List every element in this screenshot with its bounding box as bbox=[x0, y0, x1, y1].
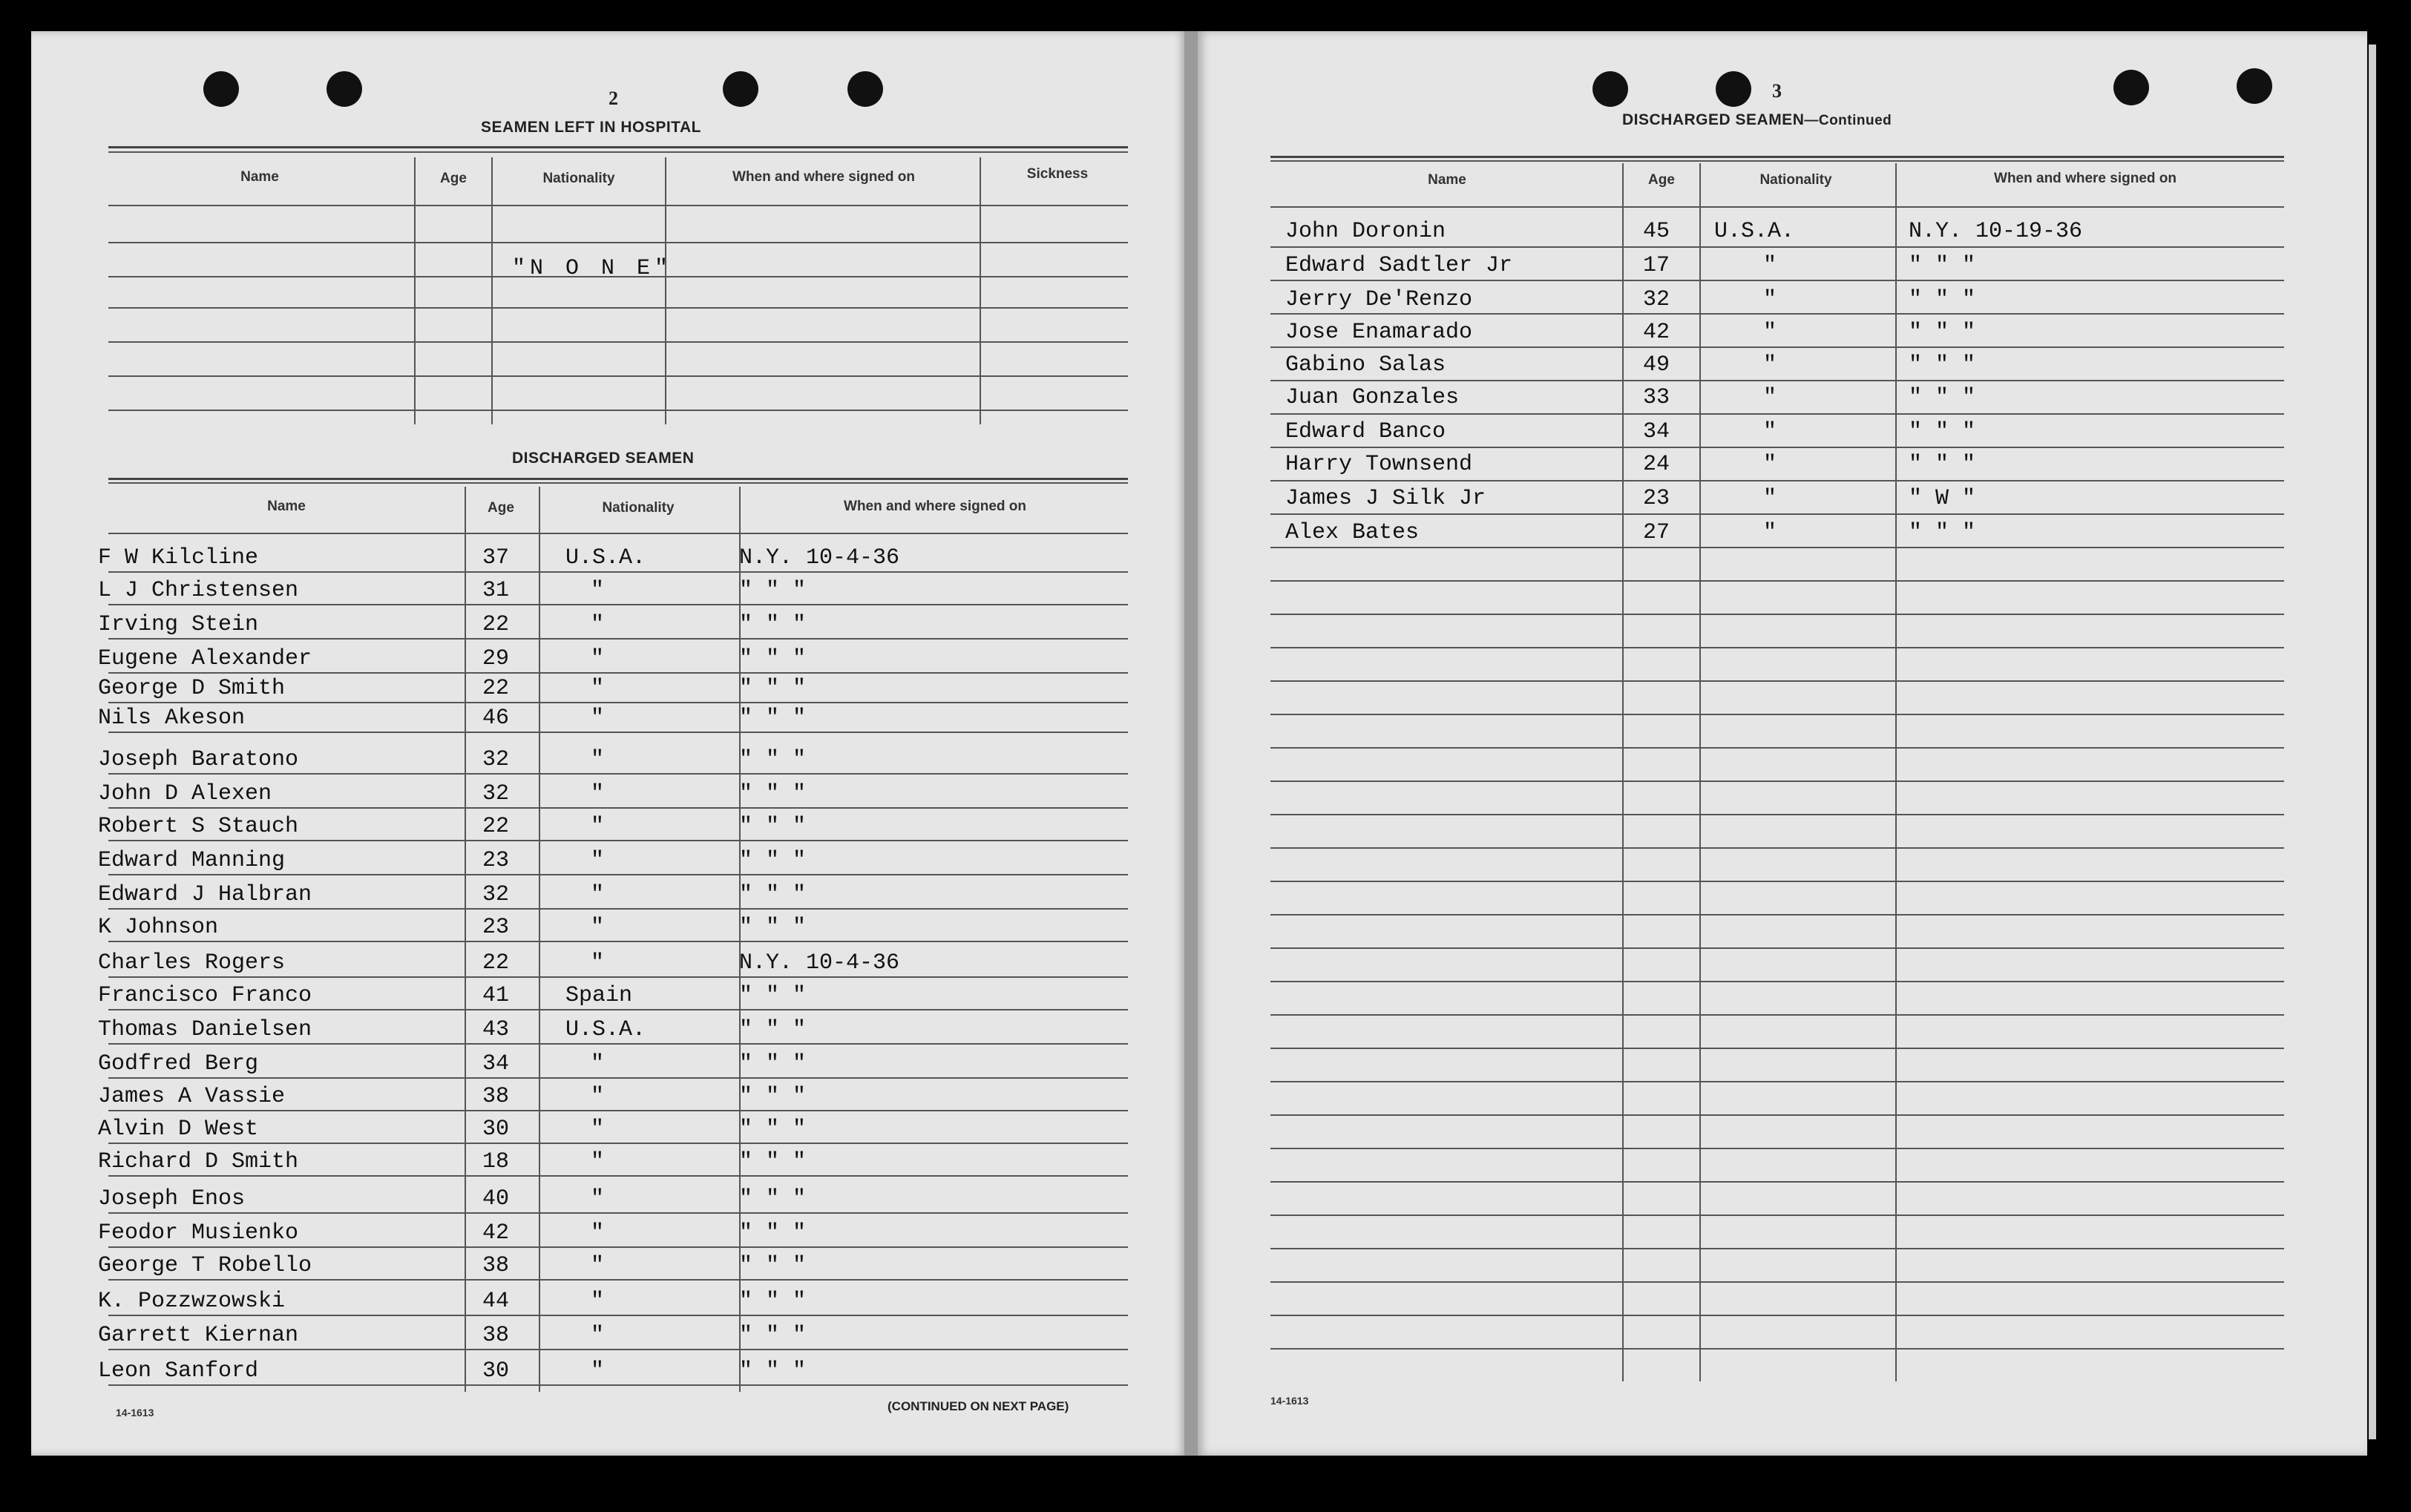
seaman-signed-on: " " " bbox=[739, 983, 807, 1008]
punch-hole bbox=[1716, 71, 1751, 107]
seaman-age: 46 bbox=[482, 706, 510, 731]
seaman-signed-on: " " " bbox=[1909, 320, 1976, 345]
seaman-signed-on: " " " bbox=[739, 1017, 807, 1042]
seaman-nationality: " bbox=[591, 1289, 605, 1314]
row-rule bbox=[1270, 1181, 2284, 1183]
seaman-signed-on: " " " bbox=[739, 848, 807, 873]
row-rule bbox=[1270, 313, 2284, 315]
seaman-name: Edward Sadtler Jr bbox=[1285, 253, 1513, 278]
punch-hole bbox=[2237, 68, 2272, 104]
seaman-signed-on: " " " bbox=[739, 915, 807, 940]
seaman-name: L J Christensen bbox=[98, 578, 299, 603]
row-rule bbox=[108, 1175, 1128, 1177]
seaman-signed-on: " " " bbox=[739, 1186, 807, 1212]
row-rule bbox=[108, 941, 1128, 942]
discharged-col-name: Name bbox=[267, 499, 306, 514]
seaman-age: 17 bbox=[1643, 253, 1670, 278]
row-rule bbox=[108, 1043, 1128, 1045]
row-rule bbox=[1270, 981, 2284, 982]
seaman-nationality: " bbox=[1763, 452, 1777, 477]
seaman-signed-on: " " " bbox=[739, 578, 807, 603]
row-rule bbox=[1270, 413, 2284, 415]
seaman-nationality: U.S.A. bbox=[565, 1017, 646, 1042]
row-rule bbox=[108, 571, 1128, 573]
seaman-name: Godfred Berg bbox=[98, 1051, 259, 1077]
seaman-name: K. Pozzwzowski bbox=[98, 1289, 286, 1314]
row-rule bbox=[1270, 547, 2284, 548]
seaman-age: 22 bbox=[482, 676, 510, 701]
row-rule bbox=[1270, 914, 2284, 916]
seaman-name: Nils Akeson bbox=[98, 706, 246, 731]
row-rule bbox=[1270, 580, 2284, 582]
seaman-age: 37 bbox=[482, 545, 510, 571]
seaman-age: 32 bbox=[482, 747, 510, 772]
seaman-nationality: " bbox=[591, 1051, 605, 1077]
seaman-name: Jose Enamarado bbox=[1285, 320, 1473, 345]
seaman-signed-on: " " " bbox=[1909, 452, 1976, 477]
row-rule bbox=[1270, 714, 2284, 715]
row-rule bbox=[108, 840, 1128, 841]
seaman-age: 38 bbox=[482, 1323, 510, 1348]
hospital-col-sickness: Sickness bbox=[1026, 166, 1089, 182]
seaman-name: Richard D Smith bbox=[98, 1149, 299, 1174]
seaman-name: Robert S Stauch bbox=[98, 814, 299, 839]
seaman-age: 23 bbox=[482, 915, 510, 940]
seaman-nationality: " bbox=[591, 1149, 605, 1174]
row-rule bbox=[108, 908, 1128, 910]
seaman-name: K Johnson bbox=[98, 915, 219, 940]
seaman-age: 32 bbox=[482, 781, 510, 806]
seaman-age: 23 bbox=[1643, 486, 1670, 511]
seaman-age: 49 bbox=[1643, 352, 1670, 378]
seaman-age: 34 bbox=[1643, 419, 1670, 444]
seaman-name: Garrett Kiernan bbox=[98, 1323, 299, 1348]
seaman-age: 22 bbox=[482, 814, 510, 839]
row-rule bbox=[108, 1279, 1128, 1281]
seaman-age: 44 bbox=[482, 1289, 510, 1314]
seaman-signed-on: " " " bbox=[1909, 520, 1976, 545]
hospital-none-entry: "N O N E" bbox=[512, 256, 673, 281]
row-rule bbox=[108, 1212, 1128, 1214]
row-rule bbox=[108, 604, 1128, 605]
seaman-name: Alvin D West bbox=[98, 1117, 259, 1142]
row-rule bbox=[108, 1077, 1128, 1079]
row-rule bbox=[1270, 1081, 2284, 1082]
seaman-nationality: " bbox=[1763, 287, 1777, 312]
seaman-signed-on: " " " bbox=[739, 612, 807, 637]
seaman-name: F W Kilcline bbox=[98, 545, 259, 571]
row-rule bbox=[1270, 1315, 2284, 1316]
seaman-signed-on: " " " bbox=[739, 1289, 807, 1314]
punch-hole bbox=[327, 71, 362, 107]
seaman-signed-on: N.Y. 10-4-36 bbox=[739, 545, 900, 571]
seaman-signed-on: " " " bbox=[1909, 385, 1976, 410]
seaman-age: 42 bbox=[482, 1220, 510, 1246]
row-rule bbox=[108, 1349, 1128, 1350]
row-rule bbox=[1270, 346, 2284, 348]
seaman-nationality: " bbox=[591, 1220, 605, 1246]
seaman-name: Edward J Halbran bbox=[98, 882, 312, 907]
seaman-signed-on: N.Y. 10-4-36 bbox=[739, 950, 900, 976]
seaman-name: Charles Rogers bbox=[98, 950, 286, 976]
seaman-age: 23 bbox=[482, 848, 510, 873]
seaman-age: 30 bbox=[482, 1358, 510, 1384]
row-rule bbox=[1270, 780, 2284, 782]
seaman-age: 34 bbox=[482, 1051, 510, 1077]
seaman-nationality: " bbox=[591, 814, 605, 839]
seaman-name: Edward Banco bbox=[1285, 419, 1446, 444]
seaman-name: James A Vassie bbox=[98, 1084, 286, 1109]
seaman-signed-on: " " " bbox=[739, 1051, 807, 1077]
row-rule bbox=[1270, 647, 2284, 648]
seaman-signed-on: " " " bbox=[739, 646, 807, 671]
row-rule bbox=[1270, 447, 2284, 448]
row-rule bbox=[1270, 947, 2284, 949]
row-rule bbox=[1270, 380, 2284, 381]
seaman-nationality: " bbox=[1763, 486, 1777, 511]
seaman-name: Edward Manning bbox=[98, 848, 286, 873]
seaman-name: John D Alexen bbox=[98, 781, 272, 806]
seaman-age: 38 bbox=[482, 1253, 510, 1278]
seaman-age: 30 bbox=[482, 1117, 510, 1142]
seaman-age: 27 bbox=[1643, 520, 1670, 545]
continued-title-suffix: —Continued bbox=[1804, 113, 1892, 128]
hospital-col-name: Name bbox=[240, 169, 279, 185]
row-rule bbox=[108, 976, 1128, 978]
seaman-signed-on: " " " bbox=[739, 1220, 807, 1246]
seaman-signed-on: " " " bbox=[739, 1084, 807, 1109]
seaman-age: 42 bbox=[1643, 320, 1670, 345]
seaman-age: 24 bbox=[1643, 452, 1670, 477]
seaman-age: 29 bbox=[482, 646, 510, 671]
seaman-age: 38 bbox=[482, 1084, 510, 1109]
seaman-nationality: " bbox=[591, 1117, 605, 1142]
seaman-nationality: " bbox=[591, 1084, 605, 1109]
seaman-nationality: U.S.A. bbox=[565, 545, 646, 571]
seaman-nationality: " bbox=[591, 747, 605, 772]
seaman-signed-on: " " " bbox=[739, 781, 807, 806]
seaman-name: George T Robello bbox=[98, 1253, 312, 1278]
seaman-signed-on: " " " bbox=[739, 814, 807, 839]
seaman-name: Irving Stein bbox=[98, 612, 259, 637]
row-rule bbox=[1270, 747, 2284, 749]
continued-col-nationality: Nationality bbox=[1759, 172, 1832, 188]
row-rule bbox=[1270, 1114, 2284, 1116]
row-rule bbox=[1270, 1214, 2284, 1216]
seaman-name: Joseph Baratono bbox=[98, 747, 299, 772]
seaman-signed-on: " W " bbox=[1909, 486, 1976, 511]
seaman-name: Eugene Alexander bbox=[98, 646, 312, 671]
row-rule bbox=[1270, 246, 2284, 248]
form-number: 14-1613 bbox=[116, 1407, 154, 1419]
row-rule bbox=[1270, 1281, 2284, 1283]
punch-hole bbox=[723, 71, 758, 107]
seaman-nationality: " bbox=[591, 1358, 605, 1384]
row-rule bbox=[1270, 1148, 2284, 1149]
hospital-section-title: SEAMEN LEFT IN HOSPITAL bbox=[481, 119, 701, 136]
seaman-nationality: " bbox=[591, 848, 605, 873]
seaman-name: Francisco Franco bbox=[98, 983, 312, 1008]
punch-hole bbox=[1592, 71, 1628, 107]
punch-hole bbox=[2113, 70, 2149, 105]
page-number: 2 bbox=[609, 88, 618, 109]
seaman-name: Alex Bates bbox=[1285, 520, 1420, 545]
row-rule bbox=[1270, 280, 2284, 281]
continued-col-name: Name bbox=[1428, 172, 1466, 188]
row-rule bbox=[1270, 513, 2284, 515]
row-rule bbox=[1270, 614, 2284, 615]
row-rule bbox=[1270, 847, 2284, 849]
seaman-nationality: " bbox=[1763, 352, 1777, 378]
row-rule bbox=[1270, 680, 2284, 682]
seaman-age: 22 bbox=[482, 612, 510, 637]
seaman-nationality: " bbox=[591, 781, 605, 806]
seaman-nationality: U.S.A. bbox=[1714, 219, 1795, 244]
row-rule bbox=[1270, 1248, 2284, 1249]
seaman-signed-on: " " " bbox=[739, 1117, 807, 1142]
punch-hole bbox=[847, 71, 883, 107]
row-rule bbox=[108, 1384, 1128, 1386]
row-rule bbox=[1270, 1348, 2284, 1350]
seaman-signed-on: " " " bbox=[1909, 253, 1976, 278]
discharged-col-age: Age bbox=[488, 500, 514, 516]
row-rule bbox=[108, 1246, 1128, 1248]
seaman-nationality: " bbox=[591, 1323, 605, 1348]
hospital-col-nationality: Nationality bbox=[542, 171, 615, 186]
seaman-age: 18 bbox=[482, 1149, 510, 1174]
seaman-name: Thomas Danielsen bbox=[98, 1017, 312, 1042]
row-rule bbox=[108, 807, 1128, 809]
seaman-nationality: " bbox=[591, 578, 605, 603]
discharged-col-nationality: Nationality bbox=[602, 500, 675, 516]
seaman-name: Feodor Musienko bbox=[98, 1220, 299, 1246]
seaman-signed-on: " " " bbox=[1909, 352, 1976, 378]
seaman-name: George D Smith bbox=[98, 676, 286, 701]
continued-col-age: Age bbox=[1648, 172, 1675, 188]
seaman-name: Gabino Salas bbox=[1285, 352, 1446, 378]
seaman-nationality: " bbox=[1763, 320, 1777, 345]
seaman-nationality: " bbox=[591, 676, 605, 701]
continued-title-main: DISCHARGED SEAMEN bbox=[1622, 111, 1805, 128]
row-rule bbox=[108, 638, 1128, 640]
row-rule bbox=[108, 702, 1128, 703]
row-rule bbox=[108, 1009, 1128, 1010]
seaman-nationality: " bbox=[1763, 253, 1777, 278]
hospital-col-age: Age bbox=[440, 171, 467, 186]
row-rule bbox=[108, 732, 1128, 733]
seaman-signed-on: " " " bbox=[739, 882, 807, 907]
row-rule bbox=[1270, 881, 2284, 882]
page-number: 3 bbox=[1772, 80, 1782, 102]
seaman-age: 32 bbox=[1643, 287, 1670, 312]
seaman-signed-on: " " " bbox=[739, 1149, 807, 1174]
seaman-signed-on: " " " bbox=[1909, 287, 1976, 312]
continued-col-signed: When and where signed on bbox=[1994, 171, 2177, 186]
book-spine bbox=[1184, 31, 1198, 1456]
row-rule bbox=[108, 773, 1128, 775]
seaman-name: John Doronin bbox=[1285, 219, 1446, 244]
form-number: 14-1613 bbox=[1270, 1395, 1309, 1407]
seaman-age: 45 bbox=[1643, 219, 1670, 244]
seaman-nationality: " bbox=[1763, 385, 1777, 410]
seaman-nationality: " bbox=[591, 612, 605, 637]
row-rule bbox=[1270, 1048, 2284, 1049]
seaman-name: James J Silk Jr bbox=[1285, 486, 1486, 511]
continued-note: (CONTINUED ON NEXT PAGE) bbox=[888, 1399, 1069, 1413]
seaman-signed-on: " " " bbox=[739, 676, 807, 701]
row-rule bbox=[108, 672, 1128, 674]
row-rule bbox=[1270, 1014, 2284, 1016]
seaman-signed-on: " " " bbox=[739, 747, 807, 772]
row-rule bbox=[1270, 480, 2284, 481]
seaman-age: 43 bbox=[482, 1017, 510, 1042]
seaman-nationality: " bbox=[591, 915, 605, 940]
seaman-signed-on: " " " bbox=[739, 1358, 807, 1384]
seaman-nationality: Spain bbox=[565, 983, 633, 1008]
seaman-signed-on: " " " bbox=[1909, 419, 1976, 444]
row-rule bbox=[1270, 814, 2284, 815]
seaman-age: 40 bbox=[482, 1186, 510, 1212]
seaman-age: 41 bbox=[482, 983, 510, 1008]
seaman-name: Harry Townsend bbox=[1285, 452, 1473, 477]
row-rule bbox=[108, 1110, 1128, 1111]
right-page bbox=[1196, 31, 2367, 1456]
seaman-signed-on: " " " bbox=[739, 706, 807, 731]
discharged-section-title: DISCHARGED SEAMEN bbox=[512, 450, 695, 467]
seaman-age: 32 bbox=[482, 882, 510, 907]
seaman-nationality: " bbox=[591, 1186, 605, 1212]
discharged-col-signed: When and where signed on bbox=[844, 499, 1026, 514]
seaman-signed-on: " " " bbox=[739, 1253, 807, 1278]
seaman-signed-on: " " " bbox=[739, 1323, 807, 1348]
seaman-age: 22 bbox=[482, 950, 510, 976]
seaman-signed-on: N.Y. 10-19-36 bbox=[1909, 219, 2083, 244]
row-rule bbox=[108, 1315, 1128, 1316]
seaman-name: Jerry De'Renzo bbox=[1285, 287, 1473, 312]
seaman-nationality: " bbox=[591, 882, 605, 907]
seaman-nationality: " bbox=[1763, 520, 1777, 545]
continued-section-title bbox=[1622, 111, 1892, 129]
seaman-name: Leon Sanford bbox=[98, 1358, 259, 1384]
row-rule bbox=[108, 874, 1128, 875]
seaman-nationality: " bbox=[591, 646, 605, 671]
seaman-name: Juan Gonzales bbox=[1285, 385, 1460, 410]
seaman-nationality: " bbox=[591, 706, 605, 731]
page-edge bbox=[2369, 45, 2376, 1439]
seaman-nationality: " bbox=[1763, 419, 1777, 444]
seaman-nationality: " bbox=[591, 1253, 605, 1278]
punch-hole bbox=[203, 71, 239, 107]
seaman-age: 33 bbox=[1643, 385, 1670, 410]
hospital-col-signed: When and where signed on bbox=[732, 169, 915, 185]
row-rule bbox=[108, 1143, 1128, 1144]
seaman-age: 31 bbox=[482, 578, 510, 603]
seaman-name: Joseph Enos bbox=[98, 1186, 246, 1212]
seaman-nationality: " bbox=[591, 950, 605, 976]
